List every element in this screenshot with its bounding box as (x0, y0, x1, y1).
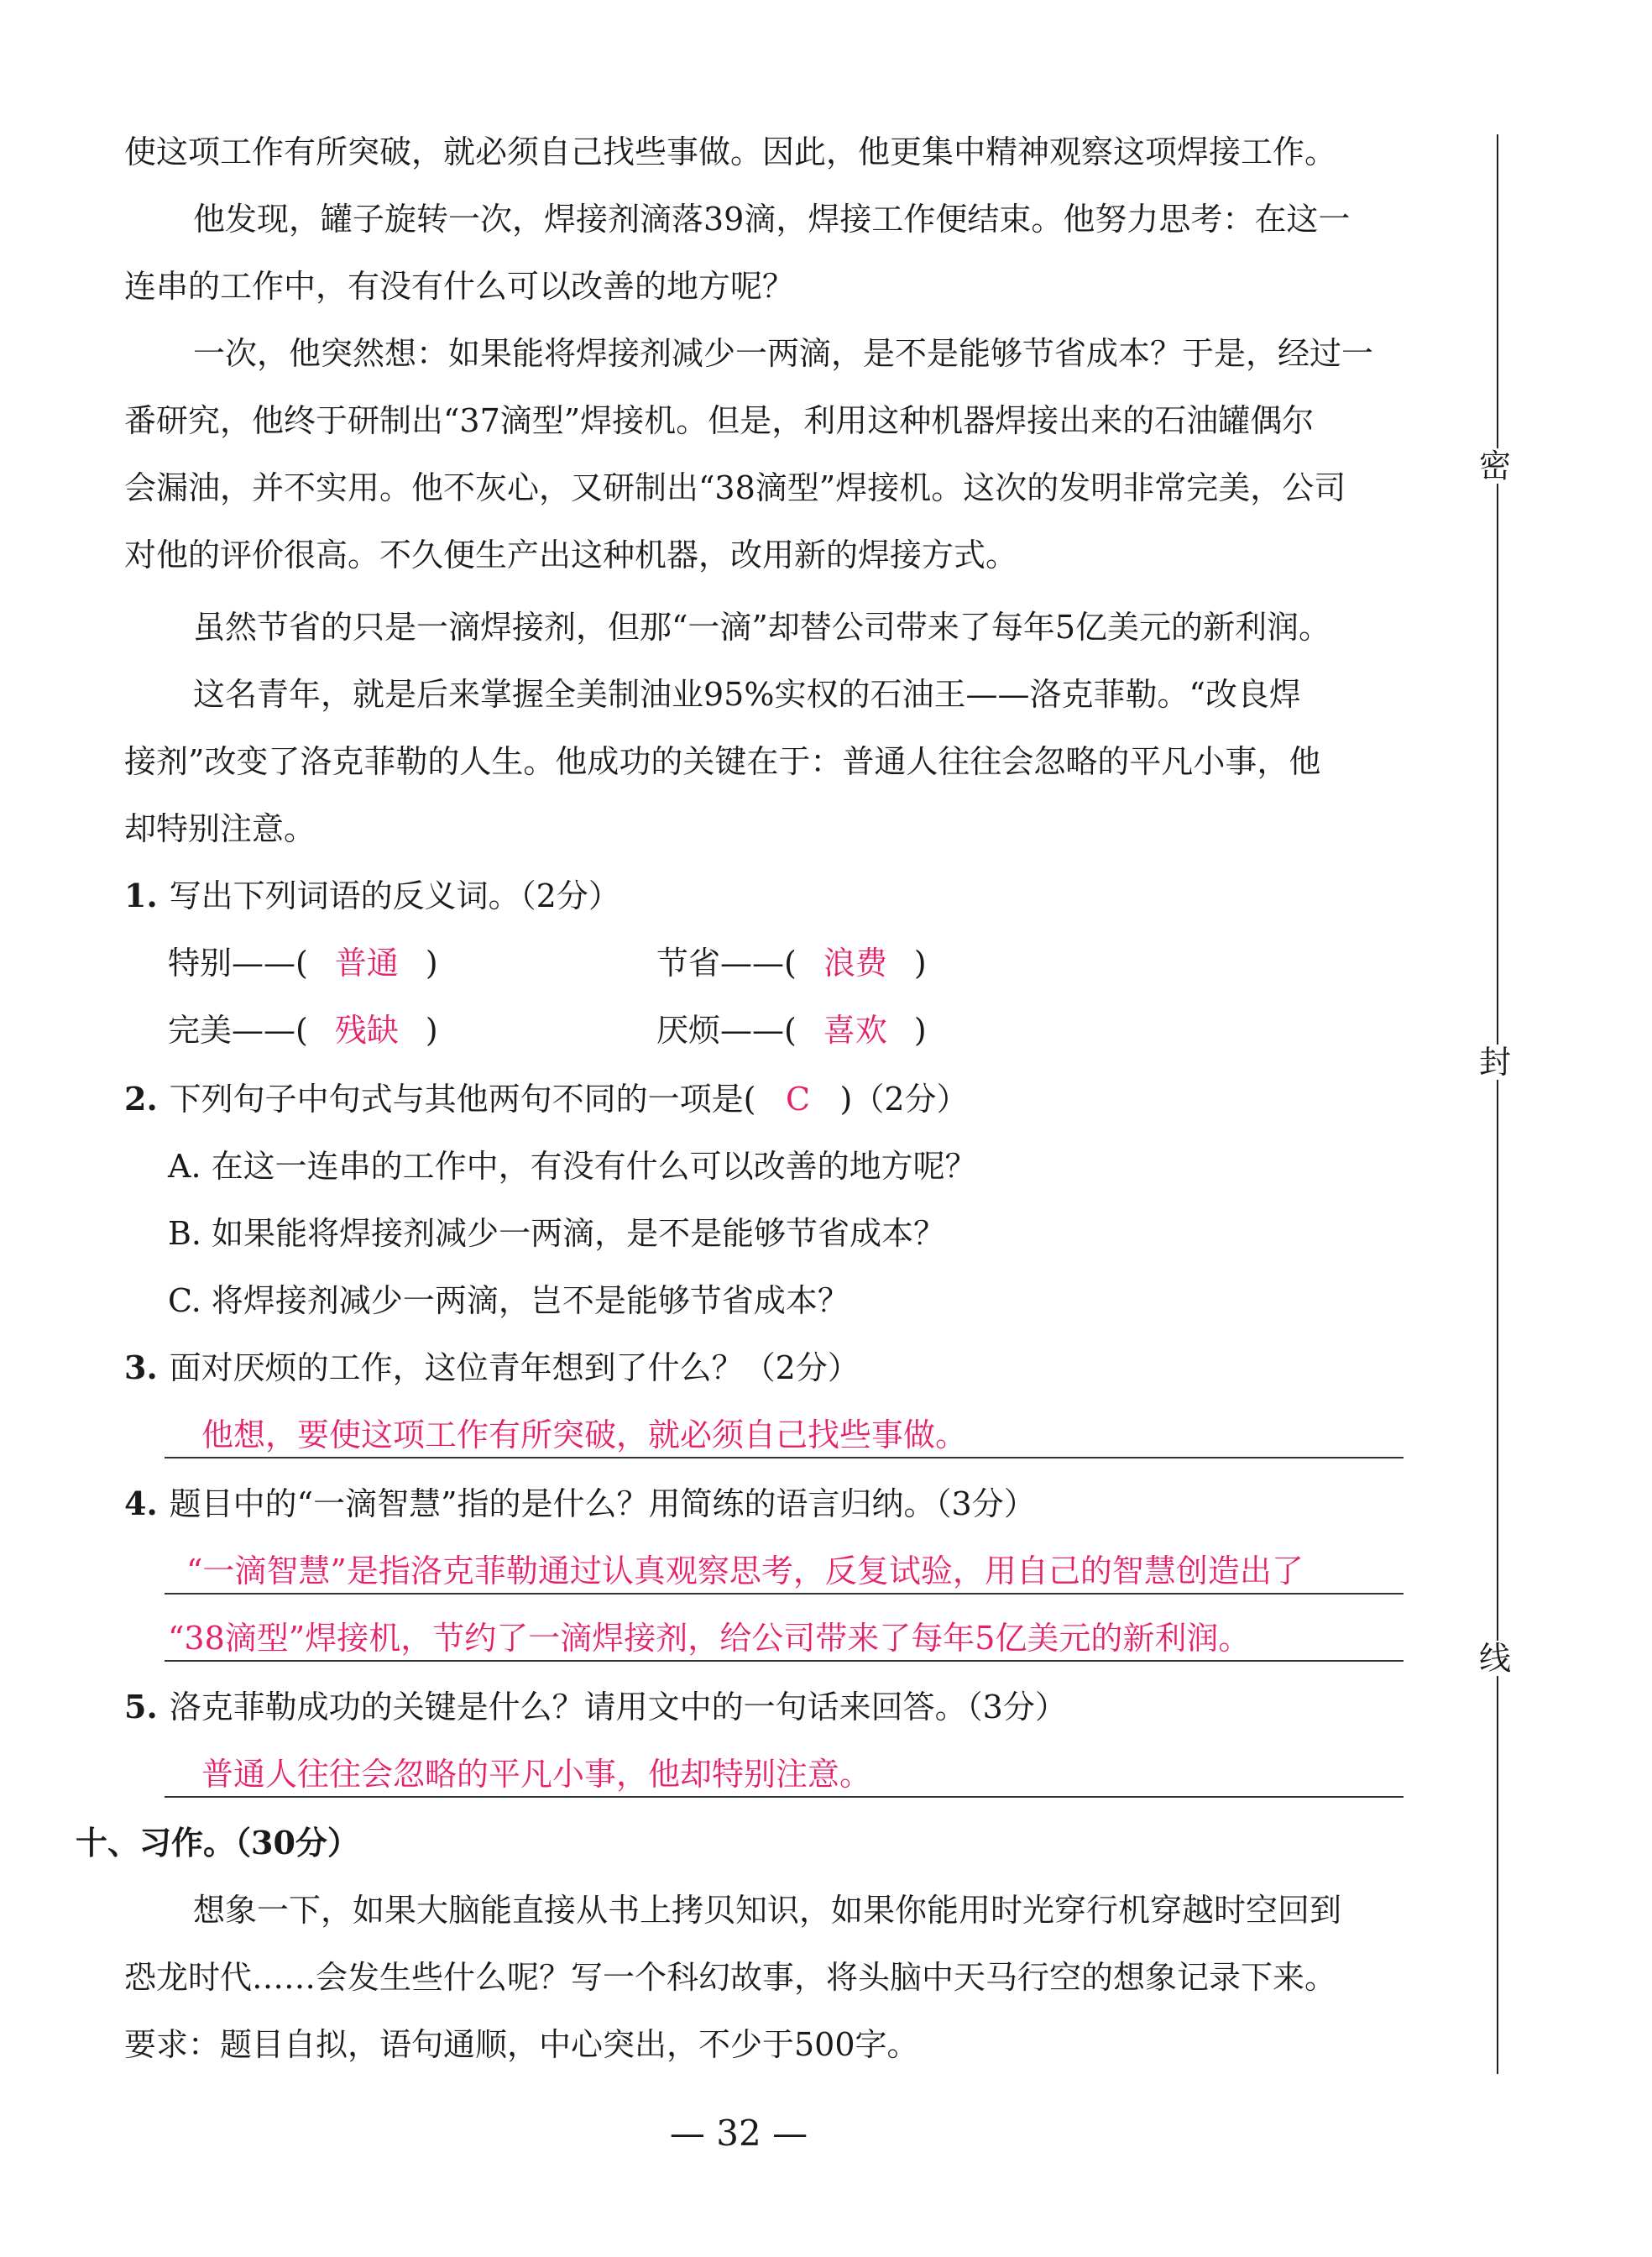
answer-text: 喜欢 (823, 1012, 887, 1049)
passage-line: 却特别注意。 (124, 810, 316, 847)
antonym-pair: 厌烦——( 喜欢 ) (656, 1012, 927, 1049)
passage-line: 他发现，罐子旋转一次，焊接剂滴落39滴，焊接工作便结束。他努力思考：在这一 (193, 201, 1351, 238)
answer-underline (165, 1660, 1404, 1662)
answer-text: 普通人往往会忽略的平凡小事，他却特别注意。 (201, 1756, 872, 1793)
passage-line: 对他的评价很高。不久便生产出这种机器，改用新的焊接方式。 (124, 537, 1018, 573)
composition-prompt: 要求：题目自拟，语句通顺，中心突出，不少于500字。 (124, 2026, 919, 2063)
question-number: 1. (124, 877, 158, 914)
answer-text: 普通 (334, 945, 399, 982)
question-text: 写出下列词语的反义词。（2分） (169, 877, 620, 914)
composition-prompt: 恐龙时代……会发生些什么呢？写一个科幻故事，将头脑中天马行空的想象记录下来。 (124, 1959, 1337, 1996)
binding-margin-rule (1497, 134, 1498, 2074)
passage-line: 虽然节省的只是一滴焊接剂，但那“一滴”却替公司带来了每年5亿美元的新利润。 (193, 609, 1331, 646)
answer-text: 残缺 (334, 1012, 399, 1049)
answer-underline (165, 1457, 1404, 1458)
answer-text: 浪费 (823, 945, 887, 982)
passage-line: 这名青年，就是后来掌握全美制油业95%实权的石油王——洛克菲勒。“改良焊 (193, 676, 1301, 713)
answer-text: “38滴型”焊接机，节约了一滴焊接剂，给公司带来了每年5亿美元的新利润。 (168, 1620, 1251, 1657)
question-3: 3. 面对厌烦的工作，这位青年想到了什么？（2分） (124, 1348, 860, 1386)
question-number: 2. (124, 1080, 158, 1118)
question-2: 2. 下列句子中句式与其他两句不同的一项是( C )（2分） (124, 1080, 969, 1118)
question-1 (124, 877, 620, 914)
passage-line: 一次，他突然想：如果能将焊接剂减少一两滴，是不是能够节省成本？于是，经过一 (193, 335, 1374, 372)
question-number: 4. (124, 1485, 158, 1522)
answer-text: “一滴智慧”是指洛克菲勒通过认真观察思考，反复试验，用自己的智慧创造出了 (186, 1553, 1304, 1589)
option-a: A. 在这一连串的工作中，有没有什么可以改善的地方呢？ (168, 1148, 977, 1185)
passage-line: 接剂”改变了洛克菲勒的人生。他成功的关键在于：普通人往往会忽略的平凡小事，他 (124, 743, 1321, 780)
question-5: 5. 洛克菲勒成功的关键是什么？请用文中的一句话来回答。（3分） (124, 1688, 1067, 1725)
passage-line: 使这项工作有所突破，就必须自己找些事做。因此，他更集中精神观察这项焊接工作。 (124, 134, 1337, 170)
antonym-pair: 特别——( 普通 ) (168, 945, 438, 982)
question-number: 3. (124, 1348, 158, 1386)
passage-line: 会漏油，并不实用。他不灰心，又研制出“38滴型”焊接机。这次的发明非常完美，公司 (124, 469, 1346, 506)
page-number: — 32 — (669, 2113, 808, 2154)
answer-text: 他想，要使这项工作有所突破，就必须自己找些事做。 (201, 1417, 968, 1453)
answer-underline (165, 1796, 1404, 1798)
margin-mark-mi: 密 (1479, 448, 1512, 484)
answer-underline (165, 1593, 1404, 1595)
antonym-pair: 完美——( 残缺 ) (168, 1012, 438, 1049)
option-b: B. 如果能将焊接剂减少一两滴，是不是能够节省成本？ (168, 1215, 946, 1252)
question-number: 5. (124, 1688, 158, 1725)
section-heading: 十、习作。（30分） (76, 1824, 359, 1862)
option-c: C. 将焊接剂减少一两滴，岂不是能够节省成本？ (168, 1282, 850, 1319)
passage-line: 番研究，他终于研制出“37滴型”焊接机。但是，利用这种机器焊接出来的石油罐偶尔 (124, 402, 1315, 439)
margin-mark-xian: 线 (1479, 1640, 1512, 1677)
margin-mark-feng: 封 (1479, 1044, 1512, 1081)
passage-line: 连串的工作中，有没有什么可以改善的地方呢？ (124, 268, 795, 305)
question-4: 4. 题目中的“一滴智慧”指的是什么？用简练的语言归纳。（3分） (124, 1485, 1036, 1522)
answer-text: C (785, 1081, 811, 1118)
antonym-pair: 节省——( 浪费 ) (656, 945, 927, 982)
composition-prompt: 想象一下，如果大脑能直接从书上拷贝知识，如果你能用时光穿行机穿越时空回到 (193, 1892, 1342, 1929)
